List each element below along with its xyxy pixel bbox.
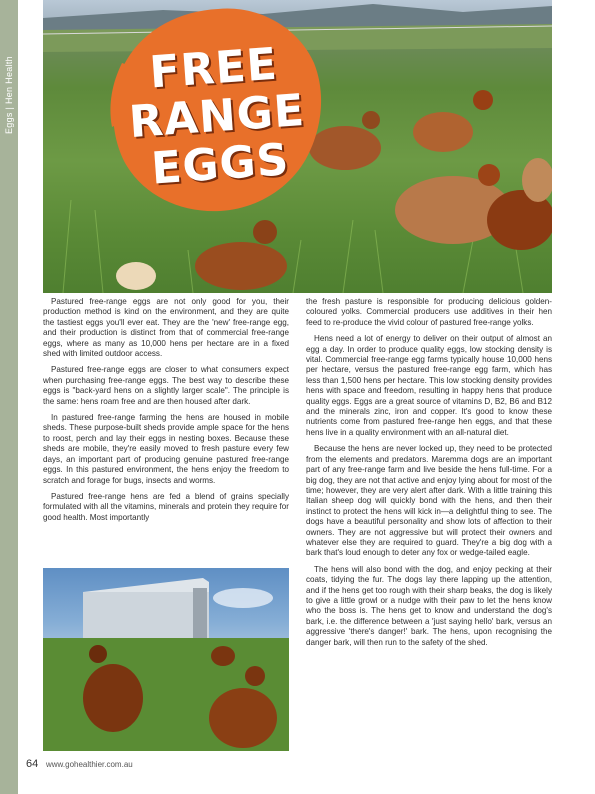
free-range-eggs-badge (108, 5, 326, 215)
paragraph: Pastured free-range hens are fed a blend of grains specially formulated with all the vitamins, minerals and protein they require for good health. Most importantly (43, 491, 289, 522)
badge-line-3: EGGS (149, 134, 291, 195)
section-label: Eggs | Hen Health (4, 56, 14, 134)
hero-photo-hens-in-pasture (43, 0, 552, 293)
paragraph: In pastured free-range farming the hens are housed in mobile sheds. These purpose-built sheds provide ample space for the hens to roost, perch and lay their eggs in nesting boxes. Because these sheds are mobile, they're easily moved to fresh pasture every few days, an important part of producing genuine pastured free-range eggs. In this pastured environment, the hens enjoy the freedom to scratch and forage for bugs, insects and worms. (43, 413, 289, 485)
article-column-left (43, 297, 289, 529)
article-column-right (306, 297, 552, 654)
photo-illustration (43, 568, 289, 751)
badge-line-1: FREE (147, 38, 280, 99)
paragraph: Pastured free-range eggs are closer to what consumers expect when purchasing free-range eggs. The best way to describe these eggs is "back-yard hens on a slightly larger scale". The principle is the same: hens roam free and are then housed after dark. (43, 365, 289, 406)
paragraph: Because the hens are never locked up, they need to be protected from the elements and predators. Maremma dogs are an important part of any free-range farm and live beside the hens full-time. For a big dog, they are not that active and enjoy lying about for most of the time; however, they are very alert after dark. With a little training this Italian sheep dog will quickly bond with the hens, and then their instinct to protect the hens will kick in—a delightful thing to see. The dogs have a beautiful personality and show lots of affection to their owners. They are not aggressive but will protect their owners and whatever else they are required to guard. They're a big dog with a bark that's loud enough to deter any fox or wedge-tailed eagle. (306, 444, 552, 558)
paragraph: Pastured free-range eggs are not only good for you, their production method is kind on the environment, and they are quite the tastiest eggs you'll ever eat. They are the 'new' free-range egg, and their production is distinct from that of commercial free-range eggs, where as many as 10,000 hens per hectare are in a fixed shed with limited outdoor access. (43, 297, 289, 359)
section-sidebar (0, 0, 18, 794)
page-number: 64 (26, 758, 39, 770)
footer-url: www.gohealthier.com.au (46, 760, 133, 769)
photo-hens-and-mobile-shed (43, 568, 289, 751)
paragraph: The hens will also bond with the dog, and enjoy pecking at their coats, tidying the fur. The dogs lay there lapping up the attention, and if the hens get too rough with their sharp beaks, the dog is likely to give a little growl or a nudge with their paw to let the hens know who the boss is. The hens get to know and understand the dog's bark, i.e. the difference between a 'just saying hello' bark, versus an aggressive 'there's danger!' bark. The hens, upon recognising the danger bark, will then run to the safety of the shed. (306, 564, 552, 647)
badge-title (103, 38, 331, 197)
badge-line-2: RANGE (127, 84, 307, 149)
paragraph: Hens need a lot of energy to deliver on their output of almost an egg a day. In order to produce quality eggs, low stocking density is vital. Commercial free-range egg farms typically house 10,000 hens per hectare, versus the pastured free-range egg farm, which has less than 1,500 hens per hectare. This low stocking density provides hens with space and freedom, resulting in happy hens that produce quality eggs. Eggs are a great source of vitamins D, B2, B6 and B12 and the minerals zinc, iron and copper. It's good to know these nutrients come from pastured free-range hen eggs, and that these hens live in a quality environment with an all-natural diet. (306, 334, 552, 437)
paragraph: the fresh pasture is responsible for producing delicious golden-coloured yolks. Commercial producers use additives in their hen feed to re-produce the vivid colour of pastured free-range yolks. (306, 297, 552, 327)
